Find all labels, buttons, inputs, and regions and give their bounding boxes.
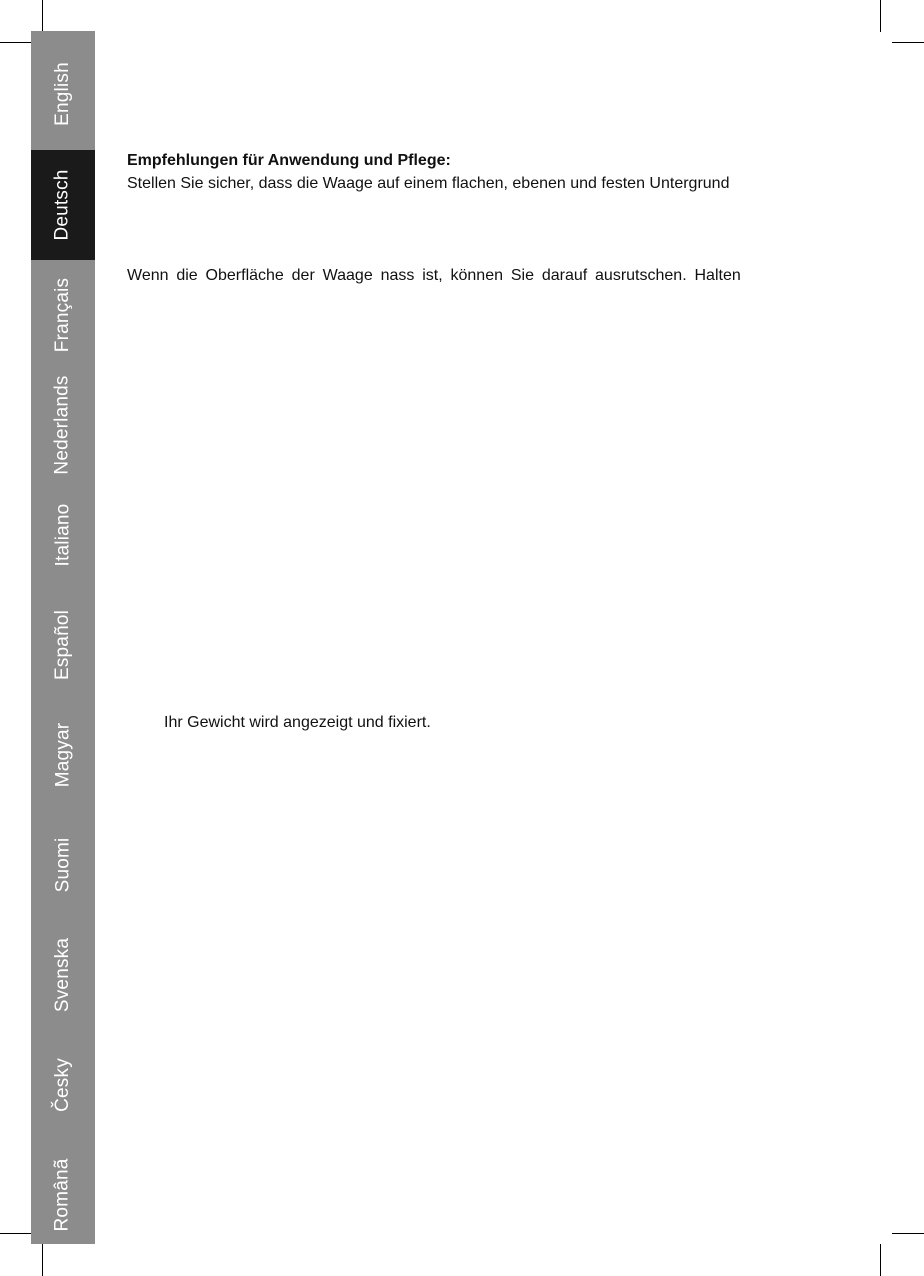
tab-nederlands[interactable] [31, 370, 95, 480]
tab-label: Deutsch [52, 169, 74, 241]
tab-label: Suomi [51, 837, 73, 893]
tab-italiano[interactable] [31, 480, 95, 590]
tab-label: Español [52, 609, 73, 681]
tab-label: Svenska [52, 937, 73, 1013]
tab-francais[interactable] [31, 260, 95, 370]
crop-mark [880, 1244, 881, 1276]
tab-deutsch[interactable] [31, 150, 95, 260]
tab-label: Česky [51, 1058, 73, 1112]
tab-espanol[interactable] [31, 590, 95, 700]
crop-mark [892, 1233, 924, 1234]
paragraph-wet-surface: Wenn die Oberfläche der Waage nass ist, können Sie darauf ausrutschen. Halten [127, 267, 741, 284]
tab-suomi[interactable] [31, 810, 95, 920]
paragraph-level-surface: Stellen Sie sicher, dass die Waage auf einem flachen, ebenen und festen Untergrund [127, 175, 730, 192]
crop-mark [0, 42, 32, 43]
language-sidebar [31, 31, 95, 1244]
crop-mark [892, 42, 924, 43]
tab-magyar[interactable] [31, 700, 95, 810]
crop-mark [42, 0, 43, 32]
tab-cesky[interactable] [31, 1030, 95, 1140]
tab-label: Românã [52, 1158, 73, 1232]
tab-label: Français [52, 277, 73, 353]
section-heading: Empfehlungen für Anwendung und Pflege: [127, 152, 451, 169]
tab-romana[interactable] [31, 1140, 95, 1250]
tab-label: English [52, 62, 73, 126]
tab-label: Nederlands [52, 375, 74, 475]
tab-label: Italiano [52, 503, 73, 567]
paragraph-weight-display: Ihr Gewicht wird angezeigt und fixiert. [164, 714, 431, 731]
tab-label: Magyar [52, 722, 73, 788]
tab-svenska[interactable] [31, 920, 95, 1030]
crop-mark [880, 0, 881, 32]
tab-english[interactable] [31, 39, 95, 149]
crop-mark [0, 1233, 32, 1234]
